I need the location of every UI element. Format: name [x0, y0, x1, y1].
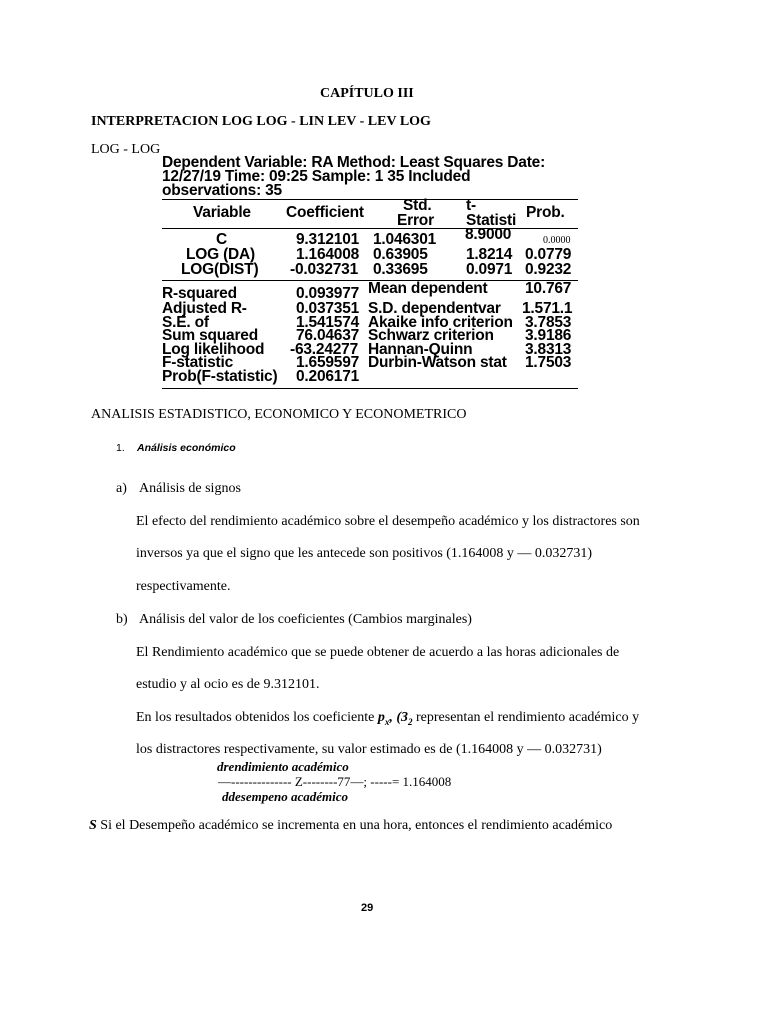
row-dist-prob: 0.9232 [525, 261, 572, 278]
last-line-mark: S [89, 818, 97, 833]
stat-value-hannan-quinn: 3.8313 [525, 341, 572, 358]
section-title: INTERPRETACION LOG LOG - LIN LEV - LEV LOG [91, 114, 431, 129]
para-c-line2: los distractores respectivamente, su valor estimado es de (1.164008 y — 0.032731) [136, 742, 602, 757]
stat-label-log-likelihood: Log likelihood [162, 341, 265, 358]
stat-value-mean-dependent: 10.767 [525, 280, 572, 297]
row-da-t-stat: 1.8214 [466, 246, 513, 263]
col-statisti: Statisti [466, 212, 517, 226]
col-error: Error [397, 212, 434, 226]
para-c-text-start: En los resultados obtenidos los coeficiente [136, 710, 378, 725]
stat-label-schwarz: Schwarz criterion [368, 327, 494, 344]
stat-value-akaike: 3.7853 [525, 314, 572, 331]
coef-p-subscript: x [384, 716, 390, 727]
last-line [89, 818, 612, 834]
para-b-line1: El Rendimiento académico que se puede obtener de acuerdo a las horas adicionales de [136, 645, 620, 660]
list-title: Análisis económico [137, 442, 236, 454]
stat-label-sd-dependent: S.D. dependentvar [368, 300, 501, 317]
formula-denominator: ddesempeno académico [222, 789, 348, 804]
sub-a-title: Análisis de signos [139, 481, 241, 496]
table-header-rule [162, 228, 578, 229]
regression-header-line2: 12/27/19 Time: 09:25 Sample: 1 35 Included [162, 168, 471, 185]
row-da-std-error: 0.63905 [373, 246, 428, 263]
table-bottom-rule [162, 388, 578, 389]
row-da-prob: 0.0779 [525, 246, 572, 263]
row-c-std-error: 1.046301 [373, 231, 437, 248]
formula-numerator: drendimiento académico [217, 759, 349, 774]
row-c-t-stat: 8.9000 [465, 226, 512, 243]
analysis-heading: ANALISIS ESTADISTICO, ECONOMICO Y ECONOMETRICO [91, 407, 467, 422]
row-dist-coefficient: -0.032731 [290, 261, 359, 278]
stat-value-sum-squared: 76.04637 [296, 327, 360, 344]
col-coefficient: Coefficient [286, 204, 364, 221]
stat-label-mean-dependent: Mean dependent [368, 280, 488, 297]
stat-value-r-squared: 0.093977 [296, 285, 360, 302]
page-number: 29 [361, 902, 374, 914]
col-std: Std. [403, 197, 432, 214]
stat-value-log-likelihood: -63.24277 [290, 341, 359, 358]
stat-value-se: 1.541574 [296, 314, 360, 331]
stat-value-sd-dependent: 1.571.1 [522, 300, 573, 317]
sub-a-marker: a) [116, 481, 127, 496]
para-c-text-end: representan el rendimiento académico y [412, 710, 640, 725]
row-dist-t-stat: 0.0971 [466, 261, 513, 278]
stat-label-r-squared: R-squared [162, 285, 237, 302]
para-a-line3: respectivamente. [136, 579, 231, 594]
chapter-title: CAPÍTULO III [320, 86, 414, 101]
stat-label-akaike: Akaike info criterion [368, 314, 513, 331]
stat-value-f-statistic: 1.659597 [296, 354, 360, 371]
table-top-rule [162, 199, 578, 200]
stat-label-sum-squared: Sum squared [162, 327, 258, 344]
col-prob: Prob. [526, 204, 565, 221]
row-c-variable: C [216, 231, 227, 248]
regression-header-line3: observations: 35 [162, 182, 282, 197]
row-da-variable: LOG (DA) [186, 246, 255, 263]
row-c-prob: 0.0000 [543, 235, 571, 246]
regression-header-line1: Dependent Variable: RA Method: Least Squares Date: [162, 154, 546, 171]
stat-label-hannan-quinn: Hannan-Quinn [368, 341, 473, 358]
row-dist-std-error: 0.33695 [373, 261, 428, 278]
para-c-line1 [136, 710, 639, 727]
stat-label-adjusted-r: Adjusted R- [162, 300, 247, 317]
last-line-text: Si el Desempeño académico se incrementa en una hora, entonces el rendimiento académico [96, 818, 613, 833]
list-number: 1. [116, 442, 125, 454]
formula-line: —-------------- Z--------77—; -----= 1.164008 [218, 774, 452, 789]
stat-value-durbin-watson: 1.7503 [525, 354, 572, 371]
col-t: t- [466, 197, 476, 214]
col-variable: Variable [193, 204, 251, 221]
coef-beta-subscript: 2 [408, 716, 413, 727]
coef-p-symbol: p [377, 710, 385, 725]
model-label: LOG - LOG [91, 142, 161, 157]
row-dist-variable: LOG(DIST) [181, 261, 259, 278]
stat-value-adjusted-r: 0.037351 [296, 300, 360, 317]
para-b-line2: estudio y al ocio es de 9.312101. [136, 677, 320, 692]
stat-value-prob-f: 0.206171 [296, 368, 360, 385]
row-c-coefficient: 9.312101 [296, 231, 360, 248]
stat-label-se: S.E. of [162, 314, 209, 331]
para-a-line1: El efecto del rendimiento académico sobre el desempeño académico y los distractores son [136, 514, 640, 529]
para-a-line2: inversos ya que el signo que les antecede son positivos (1.164008 y — 0.032731) [136, 546, 593, 561]
stat-label-prob-f: Prob(F-statistic) [162, 368, 278, 385]
stat-value-schwarz: 3.9186 [525, 327, 572, 344]
stat-label-durbin-watson: Durbin-Watson stat [368, 354, 507, 371]
sub-b-marker: b) [116, 612, 128, 627]
row-da-coefficient: 1.164008 [296, 246, 360, 263]
stat-label-f-statistic: F-statistic [162, 354, 234, 371]
coef-beta-symbol: , (3 [389, 710, 409, 725]
sub-b-title: Análisis del valor de los coeficientes (Cambios marginales) [139, 612, 472, 627]
